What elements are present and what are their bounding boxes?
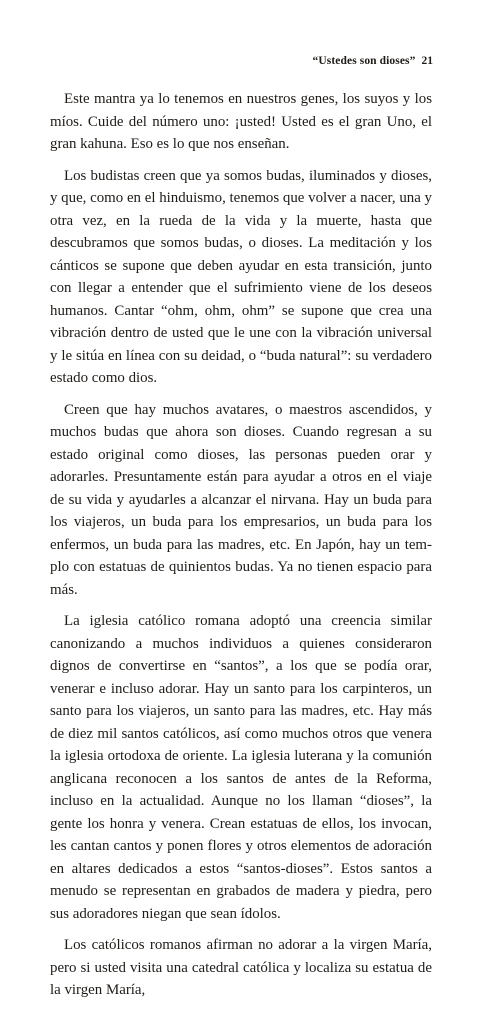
paragraph: La iglesia católico romana adoptó una creencia similar canonizando a muchos individuos a quienes consideraron dignos de convertirse en “santos”, a los que se podía orar, venerar e incluso adorar. Hay un santo para los carpinteros, un santo para los viajeros, un santo para las madres, etc. Hay más de diez mil santos católicos, así como muchos otros que venera la iglesia ortodoxa de oriente. La iglesia luterana y la comunión anglicana reconocen a los santos de antes de la Reforma, incluso en la actualidad. Aunque no los llaman “dioses”, la gente los honra y venera. Crean estatuas de ellos, los invocan, les cantan cantos y ponen flores y otros elementos de adoración en altares dedicados a estos “santos-dioses”. Estos santos a menudo se representan en grabados de madera y piedra, pero sus adoradores niegan que sean ídolos.	[50, 613, 432, 922]
paragraph: Creen que hay muchos avatares, o maestros ascendidos, y muchos budas que ahora son dioses. Cuando regresan a su estado original como dioses, las personas pueden orar y adorarles. Presuntamente están para ayudar a otros en el viaje de su vida y ayudarles a alcanzar el nirvana. Hay un buda para los viajeros, un buda para los empresarios, un buda para los enfermos, un buda para las madres, etc. En Japón, hay un templo con estatuas de quinientos budas. Ya no tienen espacio para más.	[50, 401, 432, 598]
body-text	[50, 88, 432, 1011]
page-number: 21	[421, 55, 433, 67]
paragraph: Los católicos romanos afirman no adorar a la virgen María, pero si usted visita una catedral católica y localiza su estatua de la virgen María,	[50, 937, 432, 998]
running-header	[313, 55, 433, 67]
running-title: “Ustedes son dioses”	[312, 55, 416, 67]
paragraph: Los budistas creen que ya somos budas, iluminados y dioses, y que, como en el hinduismo, tenemos que volver a nacer, una y otra vez, en la rueda de la vida y la muerte, hasta que descubramos que somos budas, o dioses. La meditación y los cánticos se supone que deben ayudar en esta transición, junto con llegar a entender que el sufrimiento viene de los deseos humanos. Cantar “ohm, ohm, ohm” se supone que crea una vibración dentro de usted que le une con la vibración universal y le sitúa en línea con su deidad, o “buda natural”: su verdadero estado como dios.	[50, 167, 432, 386]
paragraph: Este mantra ya lo tenemos en nuestros genes, los suyos y los míos. Cuide del número uno: ¡usted! Usted es el gran Uno, el gran kahuna. Eso es lo que nos enseñan.	[50, 91, 432, 152]
